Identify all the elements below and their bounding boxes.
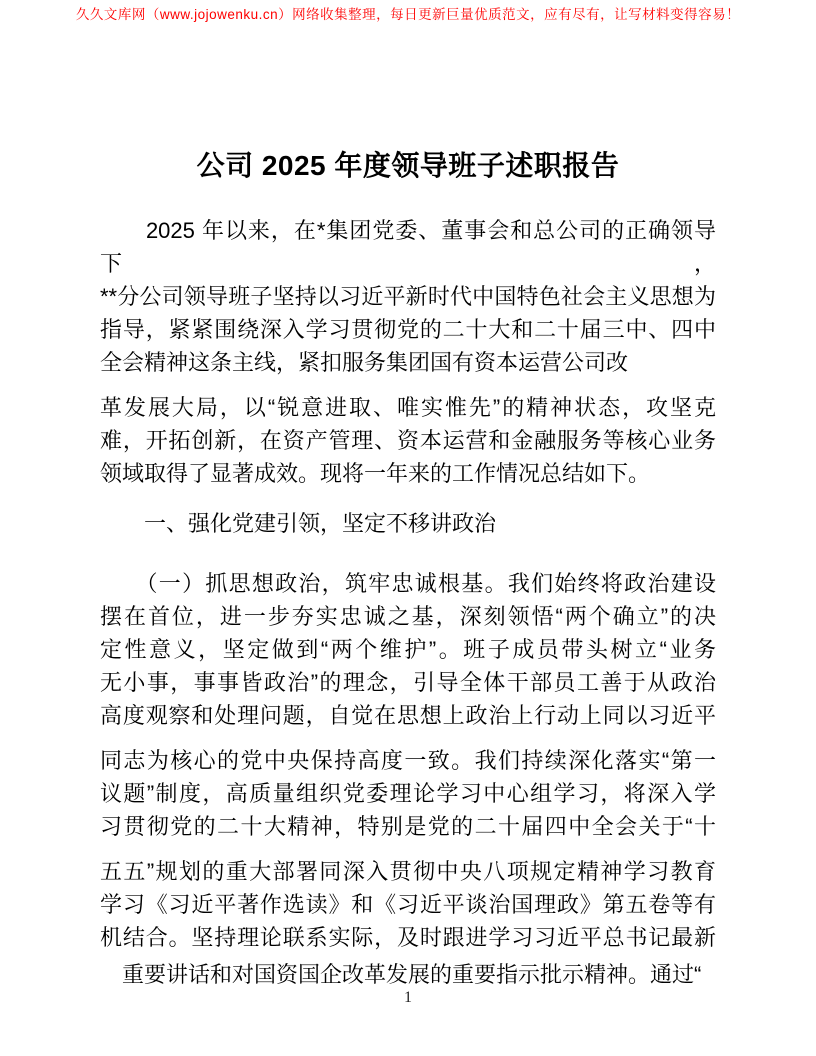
text-line: 领域取得了显著成效。现将一年来的工作情况总结如下。 — [100, 461, 651, 486]
paragraph-section1-4 — [100, 958, 716, 991]
document-body — [100, 214, 716, 991]
text-line: 高度观察和处理问题，自觉在思想上政治上行动上同以习近平 — [100, 703, 716, 728]
text-line: 全会精神这条主线，紧扣服务集团国有资本运营公司改 — [100, 350, 629, 375]
watermark-header: 久久文库网（www.jojowenku.cn）网络收集整理，每日更新巨量优质范文，应有尽有，让写材料变得容易！ — [75, 7, 741, 22]
paragraph-section1-3 — [100, 855, 716, 954]
paragraph-section1-1 — [100, 567, 716, 732]
text-line: （一）抓思想政治，筑牢忠诚根基。我们始终将政治建设 — [100, 571, 716, 596]
text-line: 同志为核心的党中央保持高度一致。我们持续深化落实“第一 — [100, 748, 716, 773]
page-number: 1 — [404, 989, 412, 1006]
text-line: 指导，紧紧围绕深入学习贯彻党的二十大和二十届三中、四中 — [100, 317, 716, 342]
paragraph-section1-2 — [100, 744, 716, 843]
text-line: 难，开拓创新，在资产管理、资本运营和金融服务等核心业务 — [100, 428, 716, 453]
document-title: 公司 2025 年度领导班子述职报告 — [196, 150, 620, 181]
text-line: 一、强化党建引领，坚定不移讲政治 — [100, 511, 497, 536]
paragraph-intro-1 — [100, 214, 716, 379]
section-heading-1 — [100, 507, 716, 540]
text-line: 议题”制度，高质量组织党委理论学习中心组学习，将深入学 — [100, 781, 716, 806]
text-line: 重要讲话和对国资国企改革发展的重要指示批示精神。通过“ — [100, 962, 702, 987]
text-line: 革发展大局，以“锐意进取、唯实惟先”的精神状态，攻坚克 — [100, 395, 716, 420]
text-line: 定性意义，坚定做到“两个维护”。班子成员带头树立“业务 — [100, 637, 716, 662]
text-line: 摆在首位，进一步夯实忠诚之基，深刻领悟“两个确立”的决 — [100, 604, 716, 629]
text-line: 习贯彻党的二十大精神，特别是党的二十届四中全会关于“十 — [100, 814, 716, 839]
text-line: 2025 年以来，在*集团党委、董事会和总公司的正确领导下， — [100, 218, 716, 276]
text-line: **分公司领导班子坚持以习近平新时代中国特色社会主义思想为 — [100, 284, 716, 309]
text-line: 五五”规划的重大部署同深入贯彻中央八项规定精神学习教育 — [100, 859, 716, 884]
text-line: 学习《习近平著作选读》和《习近平谈治国理政》第五卷等有 — [100, 892, 716, 917]
text-line: 无小事，事事皆政治”的理念，引导全体干部员工善于从政治 — [100, 670, 716, 695]
text-line: 机结合。坚持理论联系实际，及时跟进学习习近平总书记最新 — [100, 925, 716, 950]
paragraph-intro-2 — [100, 391, 716, 490]
